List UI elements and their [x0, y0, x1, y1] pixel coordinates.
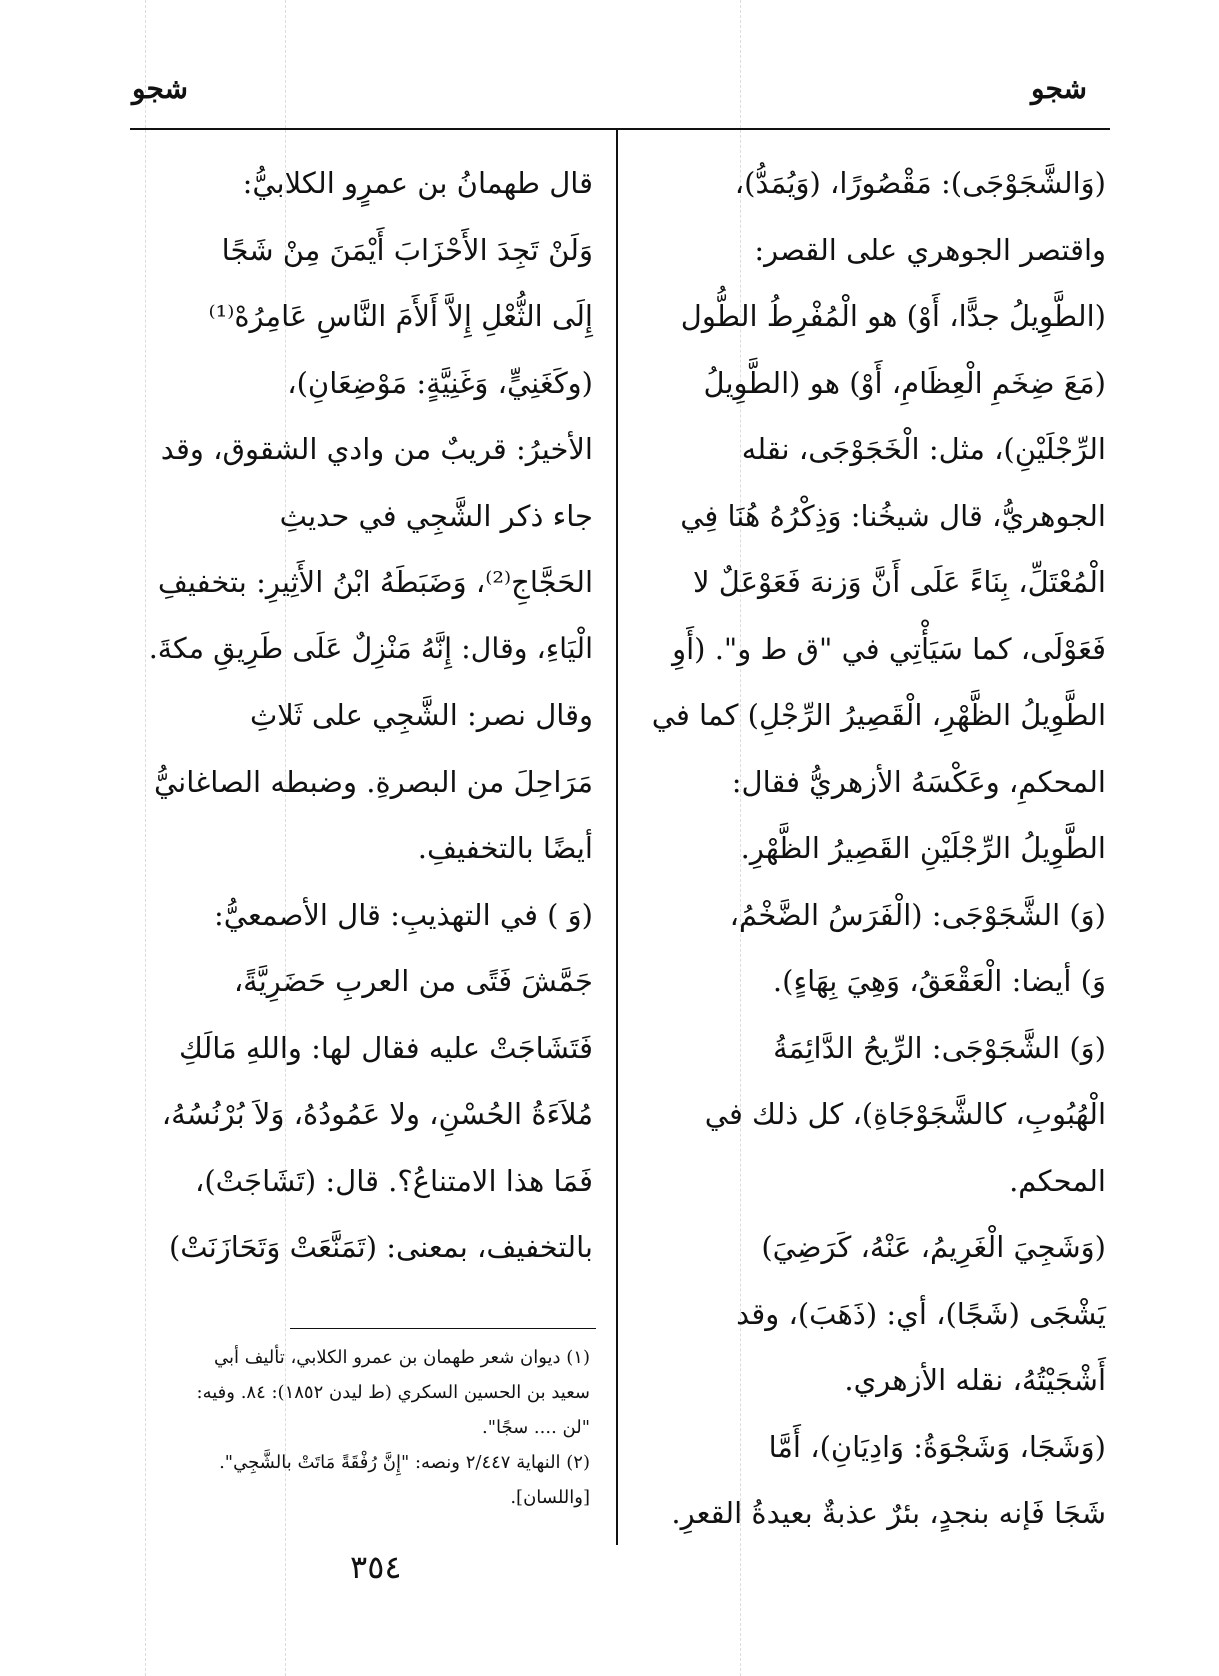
text-line: المحكم.: [1009, 1163, 1106, 1198]
text-line: جَمَّشَ فَتًى من العربِ حَضَرِيَّةً،: [233, 964, 593, 998]
left-column-text: [148, 150, 593, 1281]
text-line: فَمَا هذا الامتناعُ؟. قال: (تَشَاجَتْ)،: [195, 1163, 593, 1198]
text-line: (وكَغَنِيٍّ، وَغَنِيَّةٍ: مَوْضِعَانِ)،: [287, 365, 593, 400]
scan-guide-line: [145, 0, 146, 1676]
text-line: (وَشَجَا، وَشَجْوَةُ: وَادِيَانِ)، أَمَّا: [768, 1429, 1106, 1464]
text-line: يَشْجَى (شَجًا)، أي: (ذَهَبَ)، وقد: [736, 1296, 1106, 1331]
page-number: ٣٥٤: [350, 1548, 402, 1586]
right-column-text: [650, 150, 1106, 1547]
text-line: (وَ ) في التهذيبِ: قال الأصمعيُّ:: [214, 897, 593, 932]
text-line: الجوهريُّ، قال شيخُنا: وَذِكْرُهُ هُنَا فِي: [680, 498, 1106, 533]
text-line: قال طهمانُ بن عمرٍو الكلابيُّ:: [242, 166, 593, 200]
text-line: (وَشَجِيَ الْغَرِيمُ، عَنْهُ، كَرَضِيَ): [761, 1230, 1106, 1264]
running-header-left: شجو: [132, 72, 188, 105]
text-line: (مَعَ ضِخَمِ الْعِظَامِ، أَوْ) هو (الطَّوِيلُ: [703, 365, 1106, 400]
text-line: فَتَشَاجَتْ عليه فقال لها: واللهِ مَالَكِ: [179, 1030, 593, 1065]
text-line: (وَ) الشَّجَوْجَى: (الْفَرَسُ الضَّخْمُ،: [729, 897, 1106, 932]
text-line: الرِّجْلَيْنِ)، مثل: الْخَجَوْجَى، نقله: [741, 432, 1106, 466]
text-line: الْهُبُوبِ، كالشَّجَوْجَاةِ)، كل ذلك في: [704, 1097, 1106, 1131]
verse-line: إِلَى الثُّعْلِ إِلاَّ أَلأَمَ النَّاسِ عَامِرُهْ⁽¹⁾: [208, 299, 593, 333]
column-divider: [616, 130, 618, 1545]
text-line: شَجَا فَإنه بنجدٍ، بئرٌ عذبةٌ بعيدةُ القعرِ.: [671, 1496, 1106, 1530]
footnote-line: "لن .... سجًا".: [482, 1417, 590, 1438]
footnote-line: سعيد بن الحسين السكري (ط ليدن ١٨٥٢): ٨٤. وفيه:: [196, 1382, 590, 1403]
text-line: (الطَّوِيلُ جدًّا، أَوْ) هو الْمُفْرِطُ الطُّول: [680, 299, 1106, 333]
text-line: الْمُعْتَلِّ، بِنَاءً عَلَى أَنَّ وَزنهَ فَعَوْعَلٌ لا: [692, 565, 1106, 599]
footnote-line: (٢) النهاية ٢/٤٤٧ ونصه: "إِنَّ رُفْقَةً مَاتَتْ بالشَّجِي".: [219, 1452, 590, 1473]
footnote-2: [150, 1445, 590, 1515]
verse-line: وَلَنْ تَجِدَ الأَحْزَابَ أَيْمَنَ مِنْ شَجًا: [221, 232, 593, 267]
text-line: الأخيرُ: قريبٌ من وادي الشقوق، وقد: [160, 432, 593, 466]
text-line: فَعَوْلَى، كما سَيَأْتِي في "ق ط و". (أَوِ: [672, 631, 1106, 666]
footnote-rule: [290, 1328, 596, 1329]
text-line: وَ) أيضا: الْعَقْعَقُ، وَهِيَ بِهَاءٍ).: [772, 964, 1106, 998]
text-line: أيضًا بالتخفيفِ.: [417, 831, 593, 865]
text-line: الطَّوِيلُ الرِّجْلَيْنِ القَصِيرُ الظَّهْرِ.: [740, 831, 1106, 865]
text-line: الحَجَّاجِ⁽²⁾، وَضَبَطَهُ ابْنُ الأَثِيرِ: بتخفيفِ: [157, 565, 593, 599]
text-line: الطَّوِيلُ الظَّهْرِ، الْقَصِيرُ الرِّجْلِ) كما في: [651, 698, 1106, 732]
running-header-right: شجو: [1031, 72, 1087, 105]
footnotes: [150, 1340, 590, 1515]
text-line: (وَالشَّجَوْجَى): مَقْصُورًا، (وَيُمَدُّ)،: [734, 166, 1106, 200]
paragraph: [650, 150, 1106, 1547]
text-line: بالتخفيف، بمعنى: (تَمَنَّعَتْ وَتَحَازَنَتْ): [168, 1230, 593, 1264]
footnote-line: [واللسان].: [510, 1487, 590, 1508]
text-line: جاء ذكر الشَّجِي في حديثِ: [279, 498, 593, 533]
text-line: المحكمِ، وعَكْسَهُ الأزهريُّ فقال:: [731, 764, 1106, 799]
text-line: مُلاَءَةُ الحُسْنِ، ولا عَمُودُهُ، وَلاَ بُرْنُسُهُ،: [161, 1097, 593, 1131]
header-rule: [130, 128, 1110, 130]
text-line: وقال نصر: الشَّجِي على ثَلاثِ: [249, 698, 593, 732]
paragraph: [148, 150, 593, 1281]
footnote-line: (١) ديوان شعر طهمان بن عمرو الكلابي، تأليف أبي: [214, 1347, 590, 1368]
text-line: واقتصر الجوهري على القصر:: [754, 232, 1106, 267]
text-line: الْيَاءِ، وقال: إِنَّهُ مَنْزِلٌ عَلَى طَرِيقِ مكةَ.: [148, 631, 593, 665]
footnote-1: [150, 1340, 590, 1445]
text-line: مَرَاحِلَ من البصرةِ. وضبطه الصاغانيُّ: [153, 764, 593, 799]
text-line: (وَ) الشَّجَوْجَى: الرِّيحُ الدَّائِمَةُ: [773, 1030, 1106, 1065]
text-line: أَشْجَيْتُهُ، نقله الأزهري.: [844, 1363, 1106, 1397]
